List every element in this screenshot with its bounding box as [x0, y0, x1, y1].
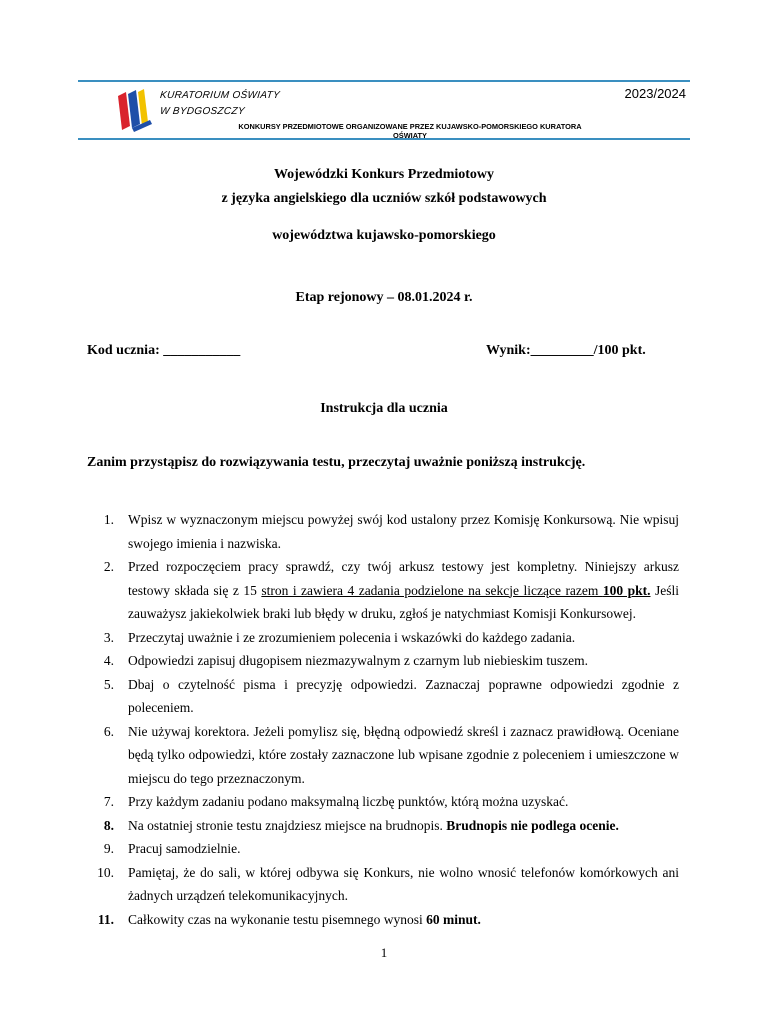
rule-text: Przeczytaj uważnie i ze zrozumieniem polecenia i wskazówki do każdego zadania. [128, 629, 576, 645]
rule-number: 2. [103, 559, 114, 574]
rule-text-bold: Brudnopis nie podlega ocenie. [446, 817, 619, 833]
rule-text: Na ostatniej stronie testu znajdziesz miejsce na brudnopis. [128, 817, 447, 833]
school-year: 2023/2024 [624, 86, 686, 101]
score-field: Wynik:_________/100 pkt. [486, 343, 646, 358]
rule-text-bold: 60 minut. [426, 911, 481, 927]
rule-text: Przy każdym zadaniu podano maksymalną liczbę punktów, którą można uzyskać. [128, 794, 569, 809]
list-item [87, 861, 679, 908]
rules-list [87, 508, 679, 931]
rule-number: 8. [103, 817, 114, 833]
stage-date: Etap rejonowy – 08.01.2024 r. [295, 290, 473, 305]
rule-text: Dbaj o czytelność pisma i precyzję odpowiedzi. Zaznaczaj poprawne odpowiedzi zgodnie z poleceniem. [128, 676, 679, 715]
header-caption-line1: KONKURSY PRZEDMIOTOWE ORGANIZOWANE PRZEZ KUJAWSKO-POMORSKIEGO KURATORA [238, 122, 582, 131]
rule-number: 3. [103, 629, 114, 645]
rule-text-tail: Jeśli zauważysz jakiekolwiek braki lub błędy w druku, zgłoś je natychmiast Komisji Konkursowej. [128, 582, 679, 621]
header-caption-line2: OŚWIATY [393, 131, 427, 140]
rule-number: 1. [103, 512, 114, 527]
title-line1: Wojewódzki Konkurs Przedmiotowy [273, 167, 495, 182]
list-item [87, 837, 679, 861]
list-item [87, 814, 679, 838]
title-line3: województwa kujawsko-pomorskiego [272, 228, 496, 243]
rule-number: 11. [97, 911, 114, 927]
list-item [87, 649, 679, 673]
instructions-heading: Instrukcja dla ucznia [320, 401, 448, 416]
rule-text: Odpowiedzi zapisuj długopisem niezmazywalnym z czarnym lub niebieskim tuszem. [128, 653, 589, 668]
kuratorium-logo [116, 86, 281, 134]
books-logo-icon [116, 86, 160, 134]
rule-text: Przed rozpoczęciem pracy sprawdź, czy twój arkusz testowy jest kompletny. Niniejszy arkusz testowy składa się z 15 [128, 559, 679, 598]
list-item [87, 720, 679, 791]
rule-text: Nie używaj korektora. Jeżeli pomylisz się, błędną odpowiedź skreśl i zaznacz prawidłową. Oceniane będą tylko odpowiedzi, które zostały zaznaczone lub wpisane zgodnie z poleceniem i umieszczone w miejscu do tego przeznaczonym. [128, 723, 679, 786]
list-item [87, 555, 679, 626]
list-item [87, 508, 679, 555]
list-item [87, 626, 679, 650]
rule-text-underlined: stron i zawiera 4 zadania podzielone na sekcje liczące razem [261, 582, 603, 598]
list-item [87, 908, 679, 932]
rule-number: 10. [97, 864, 114, 880]
intro-text: Zanim przystąpisz do rozwiązywania testu, przeczytaj uważnie poniższą instrukcję. [87, 455, 586, 470]
logo-text-line1: KURATORIUM OŚWIATY [159, 90, 281, 101]
list-item [87, 673, 679, 720]
page-number: 1 [380, 945, 388, 960]
rule-text: Wpisz w wyznaczonym miejscu powyżej swój kod ustalony przez Komisję Konkursową. Nie wpisuj swojego imienia i nazwiska. [128, 512, 679, 551]
header-caption [230, 122, 590, 140]
rule-number: 6. [103, 723, 114, 739]
rule-text: Pracuj samodzielnie. [128, 841, 241, 856]
rule-text-points: 100 pkt. [602, 582, 651, 598]
title-line2: z języka angielskiego dla uczniów szkół podstawowych [221, 191, 547, 206]
student-code-field: Kod ucznia: ___________ [87, 343, 241, 358]
rule-text: Pamiętaj, że do sali, w której odbywa się Konkurs, nie wolno wnosić telefonów komórkowych ani żadnych urządzeń telekomunikacyjnych. [128, 864, 679, 903]
rule-number: 7. [103, 794, 114, 809]
document-header [78, 80, 690, 140]
list-item [87, 790, 679, 814]
rule-text: Całkowity czas na wykonanie testu pisemnego wynosi [128, 911, 427, 927]
rule-number: 9. [103, 841, 114, 856]
logo-text-line2: W BYDGOSZCZY [159, 106, 246, 117]
rule-number: 4. [103, 653, 114, 668]
rule-number: 5. [103, 676, 114, 692]
